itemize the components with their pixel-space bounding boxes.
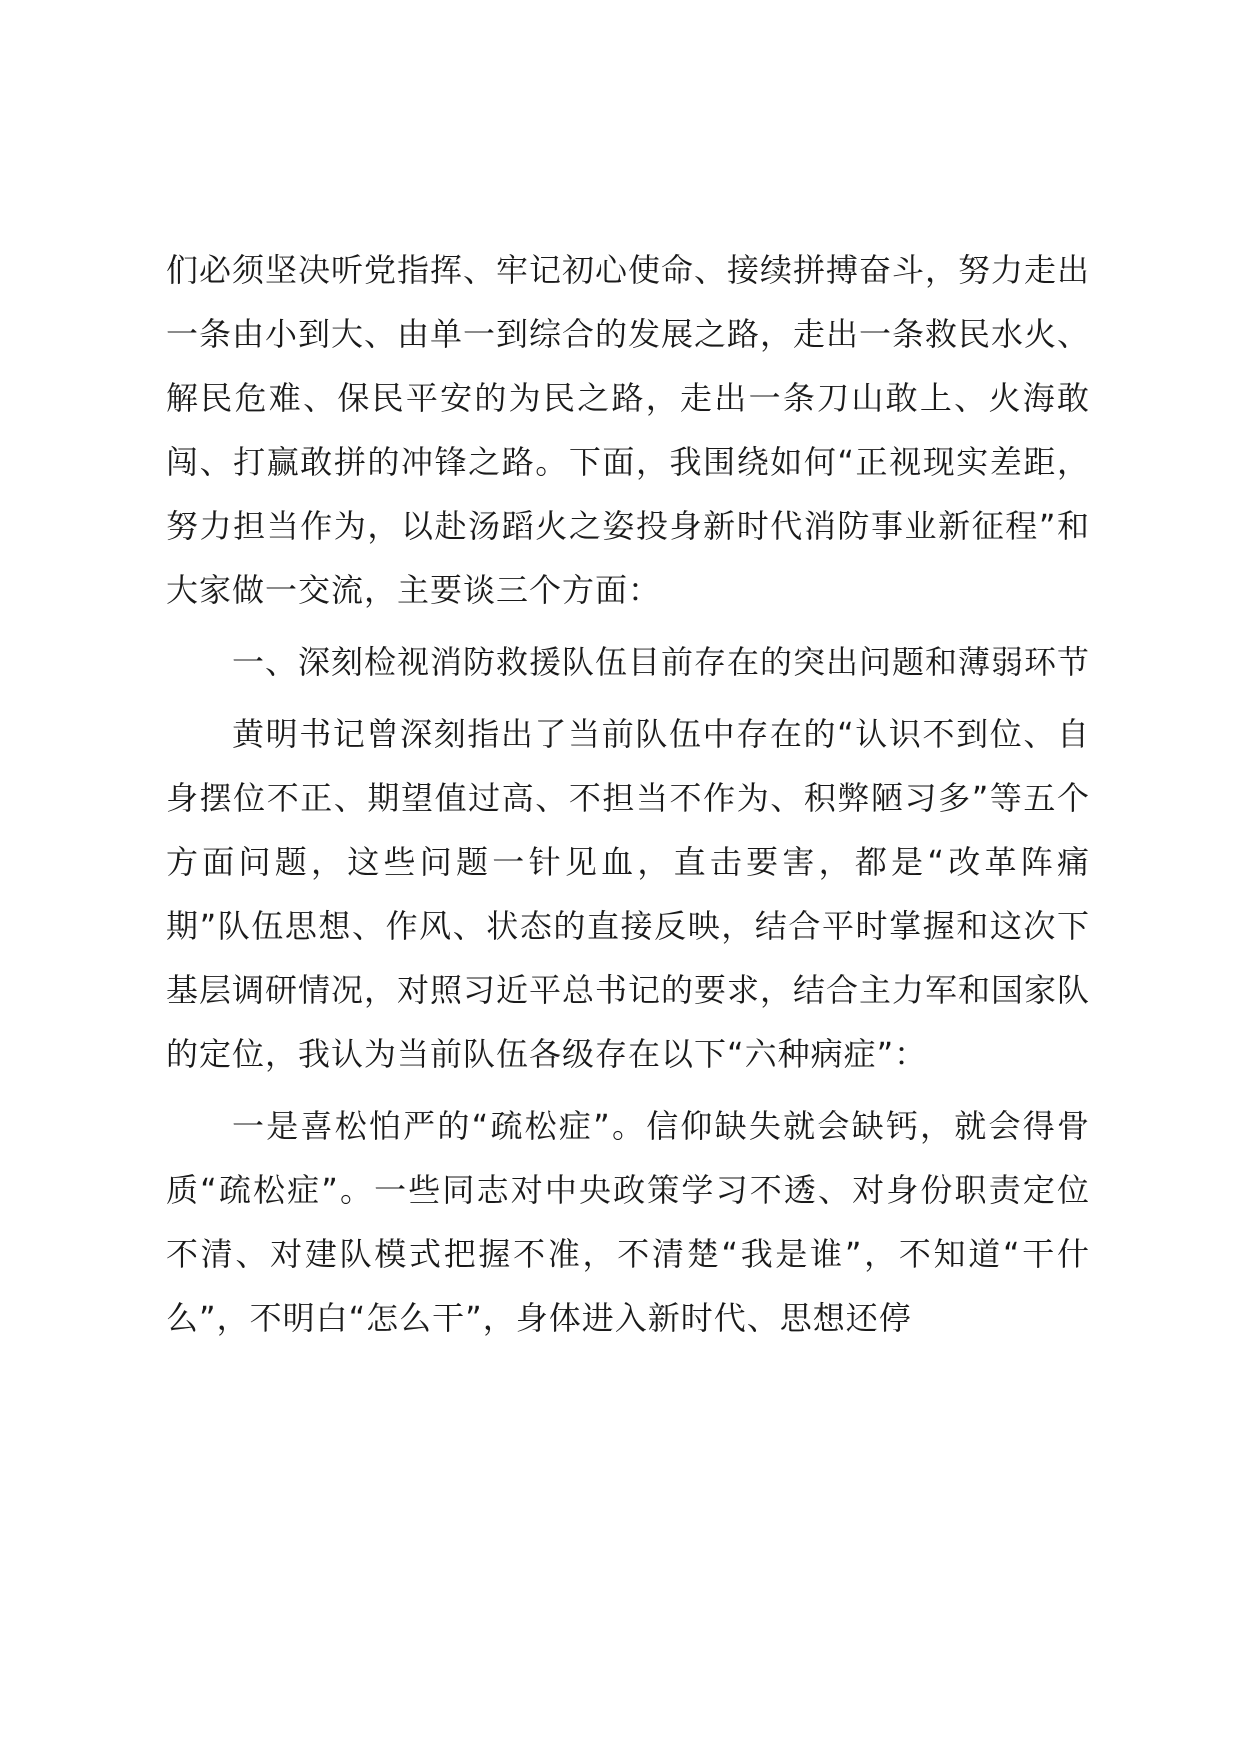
document-body	[166, 238, 1090, 1350]
paragraph-gap	[166, 622, 1090, 630]
section-heading: 一、深刻检视消防救援队伍目前存在的突出问题和薄弱环节	[232, 643, 1091, 681]
paragraph-gap	[166, 694, 1090, 702]
paragraph-problems-overview: 黄明书记曾深刻指出了当前队伍中存在的“认识不到位、自身摆位不正、期望值过高、不担当不作为、积弊陋习多”等五个方面问题，这些问题一针见血，直击要害，都是“改革阵痛期”队伍思想、作风、状态的直接反映，结合平时掌握和这次下基层调研情况，对照习近平总书记的要求，结合主力军和国家队的定位，我认为当前队伍各级存在以下“六种病症”：	[166, 715, 1091, 1073]
paragraph-continuation: 们必须坚决听党指挥、牢记初心使命、接续拼搏奋斗，努力走出一条由小到大、由单一到综合的发展之路，走出一条救民水火、解民危难、保民平安的为民之路，走出一条刀山敢上、火海敢闯、打赢敢拼的冲锋之路。下面，我围绕如何“正视现实差距，努力担当作为，以赴汤蹈火之姿投身新时代消防事业新征程”和大家做一交流，主要谈三个方面：	[166, 251, 1091, 609]
paragraph-gap	[166, 1086, 1090, 1094]
paragraph-first-symptom: 一是喜松怕严的“疏松症”。信仰缺失就会缺钙，就会得骨质“疏松症”。一些同志对中央政策学习不透、对身份职责定位不清、对建队模式把握不准，不清楚“我是谁”，不知道“干什么”，不明白“怎么干”，身体进入新时代、思想还停	[166, 1107, 1090, 1337]
